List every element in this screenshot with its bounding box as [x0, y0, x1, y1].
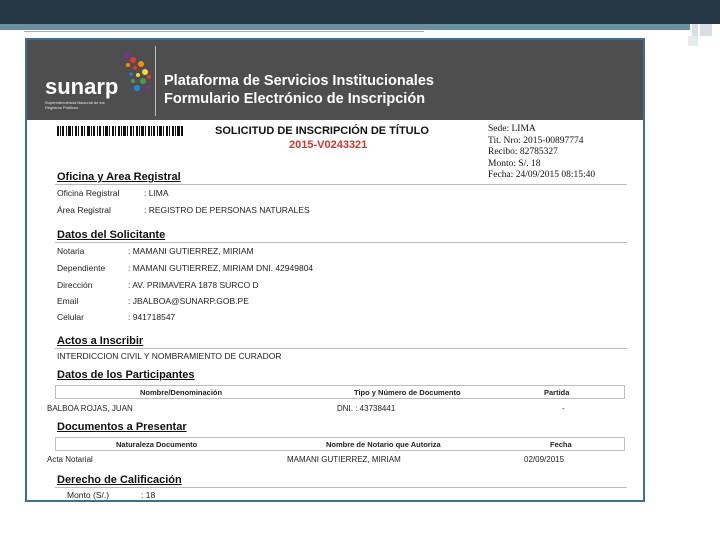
field-label: Dirección: [57, 280, 93, 290]
fecha-line: Fecha: 24/09/2015 08:15:40: [488, 170, 596, 181]
header-subtitle: Formulario Electrónico de Inscripción: [164, 91, 426, 107]
column-header: Naturaleza Documento: [116, 440, 198, 449]
form-header: [27, 40, 643, 120]
barcode-icon: [57, 126, 183, 136]
column-header: Partida: [544, 388, 570, 397]
logo-wordmark: sunarp: [45, 74, 119, 99]
section-heading-oficina: Oficina y Area Registral: [57, 171, 181, 183]
field-value: : MAMANI GUTIERREZ, MIRIAM: [128, 246, 254, 256]
field-value: : 18: [141, 490, 156, 500]
document-notary: MAMANI GUTIERREZ, MIRIAM: [287, 455, 401, 464]
request-code: 2015-V0243321: [289, 139, 368, 151]
participant-name: BALBOA ROJAS, JUAN: [47, 404, 133, 413]
field-label: Monto (S/.): [67, 490, 110, 500]
participants-table-header: [55, 385, 625, 399]
field-value: : 941718547: [128, 312, 176, 322]
monto-line: Monto: S/. 18: [488, 158, 541, 169]
documents-table-header: [55, 437, 625, 451]
section-rule: [55, 348, 627, 349]
section-heading-actos: Actos a Inscribir: [57, 335, 144, 347]
field-value: : LIMA: [144, 188, 169, 198]
field-label: Oficina Registral: [57, 188, 120, 198]
titulo-number-line: Tit. Nro: 2015-00897774: [488, 135, 584, 146]
column-header: Nombre/Denominación: [140, 388, 223, 397]
field-label: Celular: [57, 312, 84, 322]
document-date: 02/09/2015: [524, 455, 565, 464]
sunarp-logo: [43, 52, 163, 108]
corner-decoration: [700, 24, 712, 36]
section-rule: [55, 184, 627, 185]
logo-subtitle: Superintendencia Nacional de los Registros Públicos: [45, 100, 105, 110]
field-label: Dependiente: [57, 263, 106, 273]
section-heading-participantes: Datos de los Participantes: [57, 369, 195, 381]
field-label: Notaria: [57, 246, 85, 256]
recibo-line: Recibo: 82785327: [488, 147, 558, 158]
document-type: Acta Notarial: [47, 455, 93, 464]
request-summary: [488, 124, 595, 182]
section-heading-solicitante: Datos del Solicitante: [57, 229, 166, 241]
column-header: Nombre de Notario que Autoriza: [326, 440, 441, 449]
field-label: Área Registral: [57, 205, 111, 215]
top-stripe: [0, 24, 690, 30]
section-rule: [55, 487, 627, 488]
field-value: : MAMANI GUTIERREZ, MIRIAM DNI. 42949804: [128, 263, 314, 273]
request-title: SOLICITUD DE INSCRIPCIÓN DE TÍTULO: [215, 125, 429, 137]
decorative-line: [24, 31, 424, 32]
section-heading-calificacion: Derecho de Calificación: [57, 474, 182, 486]
section-rule: [55, 242, 627, 243]
column-header: Fecha: [550, 440, 572, 449]
section-heading-documentos: Documentos a Presentar: [57, 421, 187, 433]
acto-text: INTERDICCION CIVIL Y NOMBRAMIENTO DE CURADOR: [57, 351, 282, 361]
column-header: Tipo y Número de Documento: [354, 388, 461, 397]
registration-form-document: [25, 38, 645, 502]
field-value: : AV. PRIMAVERA 1878 SURCO D: [128, 280, 259, 290]
field-label: Email: [57, 296, 79, 306]
field-value: : REGISTRO DE PERSONAS NATURALES: [144, 205, 310, 215]
sede-line: Sede: LIMA: [488, 124, 536, 134]
top-bar: [0, 0, 720, 24]
participant-document: DNI. : 43738441: [337, 404, 396, 413]
corner-decoration: [688, 36, 698, 46]
field-value: : JBALBOA@SUNARP.GOB.PE: [128, 296, 249, 306]
participant-partida: -: [562, 404, 565, 413]
header-divider: [155, 46, 156, 116]
header-title: Plataforma de Servicios Institucionales: [164, 73, 434, 89]
